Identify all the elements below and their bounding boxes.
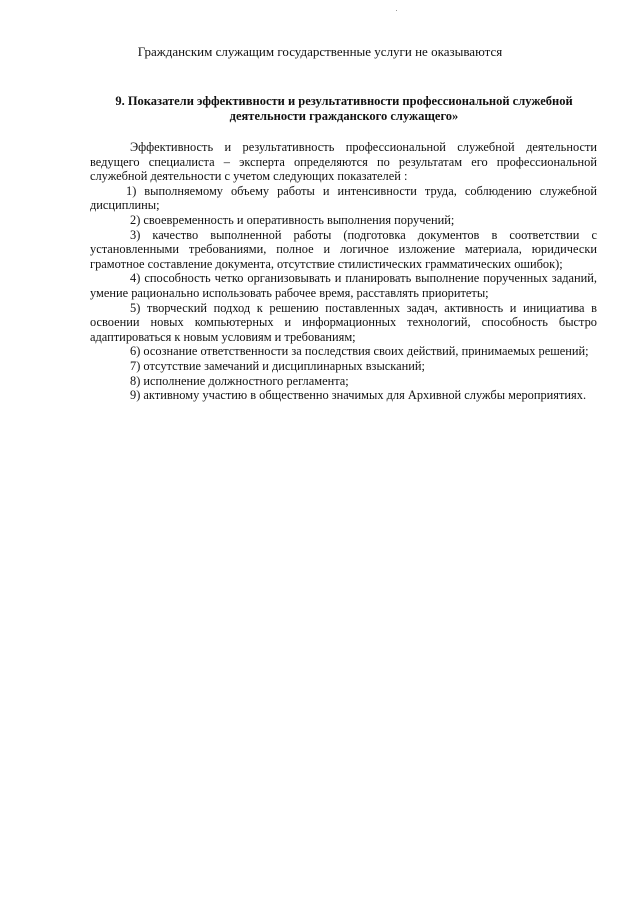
indicator-item-5: 5) творческий подход к решению поставленных задач, активность и инициатива в освоении новых компьютерных и информационных технологий, способность быстро адаптироваться к новым условиям и требованиям;	[90, 300, 597, 344]
notice-line: Гражданским служащим государственные услуги не оказываются	[137, 44, 503, 59]
intro-paragraph: Эффективность и результативность профессиональной служебной деятельности ведущего специалиста – эксперта определяются по результатам его профессиональной служебной деятельности с учетом следующих показателей :	[90, 140, 597, 184]
indicator-item-4: 4) способность четко организовывать и планировать выполнение порученных заданий, умение рационально использовать рабочее время, расставлять приоритеты;	[90, 271, 597, 300]
indicator-item-1: 1) выполняемому объему работы и интенсивности труда, соблюдению служебной дисциплины;	[90, 183, 597, 213]
indicator-item-3: 3) качество выполненной работы (подготовка документов в соответствии с установленными требованиями, полное и логичное изложение материала, юридически грамотное составление документа, отсутствие стилистических грамматических ошибок);	[90, 227, 597, 271]
indicator-item-7: 7) отсутствие замечаний и дисциплинарных взысканий;	[130, 358, 425, 373]
indicator-item-8: 8) исполнение должностного регламента;	[130, 373, 349, 388]
section-title	[92, 94, 596, 124]
indicator-item-2: 2) своевременность и оперативность выполнения поручений;	[130, 212, 455, 227]
section-body	[90, 140, 597, 403]
section-title-line-2: деятельности гражданского служащего»	[229, 109, 459, 123]
section-title-line-1: 9. Показатели эффективности и результативности профессиональной служебной	[115, 94, 573, 108]
scan-speck	[396, 10, 397, 11]
indicator-item-6: 6) осознание ответственности за последствия своих действий, принимаемых решений;	[130, 344, 589, 359]
indicator-item-9: 9) активному участию в общественно значимых для Архивной службы мероприятиях.	[130, 388, 587, 403]
